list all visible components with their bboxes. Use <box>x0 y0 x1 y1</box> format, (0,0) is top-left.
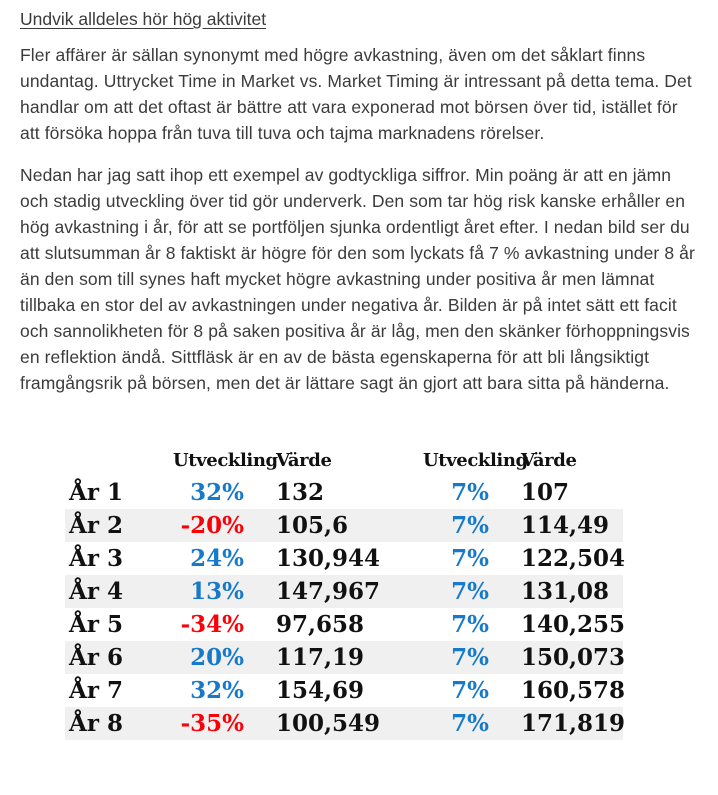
portfolio-value-2: 107 <box>521 479 570 506</box>
table-row <box>65 608 623 641</box>
year-label: År 3 <box>69 545 123 572</box>
portfolio-value-2: 160,578 <box>521 677 626 704</box>
year-label: År 4 <box>69 578 123 605</box>
development-column-header-2: Utveckling <box>423 450 528 471</box>
year-label: År 2 <box>69 512 123 539</box>
development-value-2: 7% <box>451 578 489 605</box>
development-value-1: 13% <box>190 578 244 605</box>
table-row <box>65 707 623 740</box>
portfolio-value-2: 140,255 <box>521 611 626 638</box>
article <box>20 6 702 740</box>
portfolio-value-1: 117,19 <box>276 644 365 671</box>
portfolio-value-1: 154,69 <box>276 677 365 704</box>
development-value-1: 32% <box>190 677 244 704</box>
portfolio-value-2: 122,504 <box>521 545 626 572</box>
page-title: Undvik alldeles hör hög aktivitet <box>20 9 267 29</box>
portfolio-value-2: 171,819 <box>521 710 626 737</box>
development-value-1: 24% <box>190 545 244 572</box>
body-paragraph: Nedan har jag satt ihop ett exempel av godtyckliga siffror. Min poäng är att en jämn och stadig utveckling över tid gör underverk. Den som tar hög risk kanske erhåller en hög avkastning i år, för att se portföljen sjunka ordentligt året efter. I nedan bild ser du att slutsumman år 8 faktiskt är högre för den som lyckats få 7 % avkastning under 8 år än den som till synes haft mycket högre avkastning under positiva år men lämnat tillbaka en stor del av avkastningen under negativa år. Bilden är på intet sätt ett facit och sannolikheten för 8 på saken positiva år är låg, men den skänker förhoppningsvis en reflektion ändå. Sittfläsk är en av de bästa egenskaperna för att bli långsiktigt framgångsrik på börsen, men det är lättare sagt än gjort att bara sitta på händerna. <box>20 165 695 393</box>
development-value-2: 7% <box>451 611 489 638</box>
development-value-1: 32% <box>190 479 244 506</box>
table-row <box>65 674 623 707</box>
table-row <box>65 641 623 674</box>
development-value-1: 20% <box>190 644 244 671</box>
value-column-header-2: Värde <box>521 450 577 471</box>
table-header-row <box>65 439 623 476</box>
portfolio-value-2: 114,49 <box>521 512 610 539</box>
portfolio-value-1: 105,6 <box>276 512 349 539</box>
development-value-2: 7% <box>451 479 489 506</box>
comparison-table <box>65 439 626 740</box>
development-value-1: -20% <box>180 512 244 539</box>
portfolio-value-2: 131,08 <box>521 578 610 605</box>
portfolio-value-1: 97,658 <box>276 611 365 638</box>
development-column-header-1: Utveckling <box>173 450 278 471</box>
portfolio-value-1: 147,967 <box>276 578 381 605</box>
table-row <box>65 476 623 509</box>
year-label: År 5 <box>69 611 123 638</box>
year-column-header <box>65 439 170 476</box>
development-value-2: 7% <box>451 545 489 572</box>
portfolio-value-2: 150,073 <box>521 644 626 671</box>
year-label: År 1 <box>69 479 123 506</box>
development-value-2: 7% <box>451 512 489 539</box>
table-row <box>65 509 623 542</box>
value-column-header-1: Värde <box>276 450 332 471</box>
year-label: År 8 <box>69 710 123 737</box>
development-value-1: -34% <box>180 611 244 638</box>
table-row <box>65 575 623 608</box>
year-label: År 6 <box>69 644 123 671</box>
development-value-2: 7% <box>451 677 489 704</box>
body-paragraph: Fler affärer är sällan synonymt med högre avkastning, även om det såklart finns undantag. Uttrycket Time in Market vs. Market Timing är intressant på detta tema. Det handlar om att det oftast är bättre att vara exponerad mot börsen över tid, istället för att försöka hoppa från tuva till tuva och tajma marknadens rörelser. <box>20 45 692 143</box>
year-label: År 7 <box>69 677 123 704</box>
portfolio-value-1: 100,549 <box>276 710 381 737</box>
table-row <box>65 542 623 575</box>
development-value-2: 7% <box>451 710 489 737</box>
portfolio-value-1: 132 <box>276 479 325 506</box>
development-value-2: 7% <box>451 644 489 671</box>
portfolio-value-1: 130,944 <box>276 545 381 572</box>
development-value-1: -35% <box>180 710 244 737</box>
